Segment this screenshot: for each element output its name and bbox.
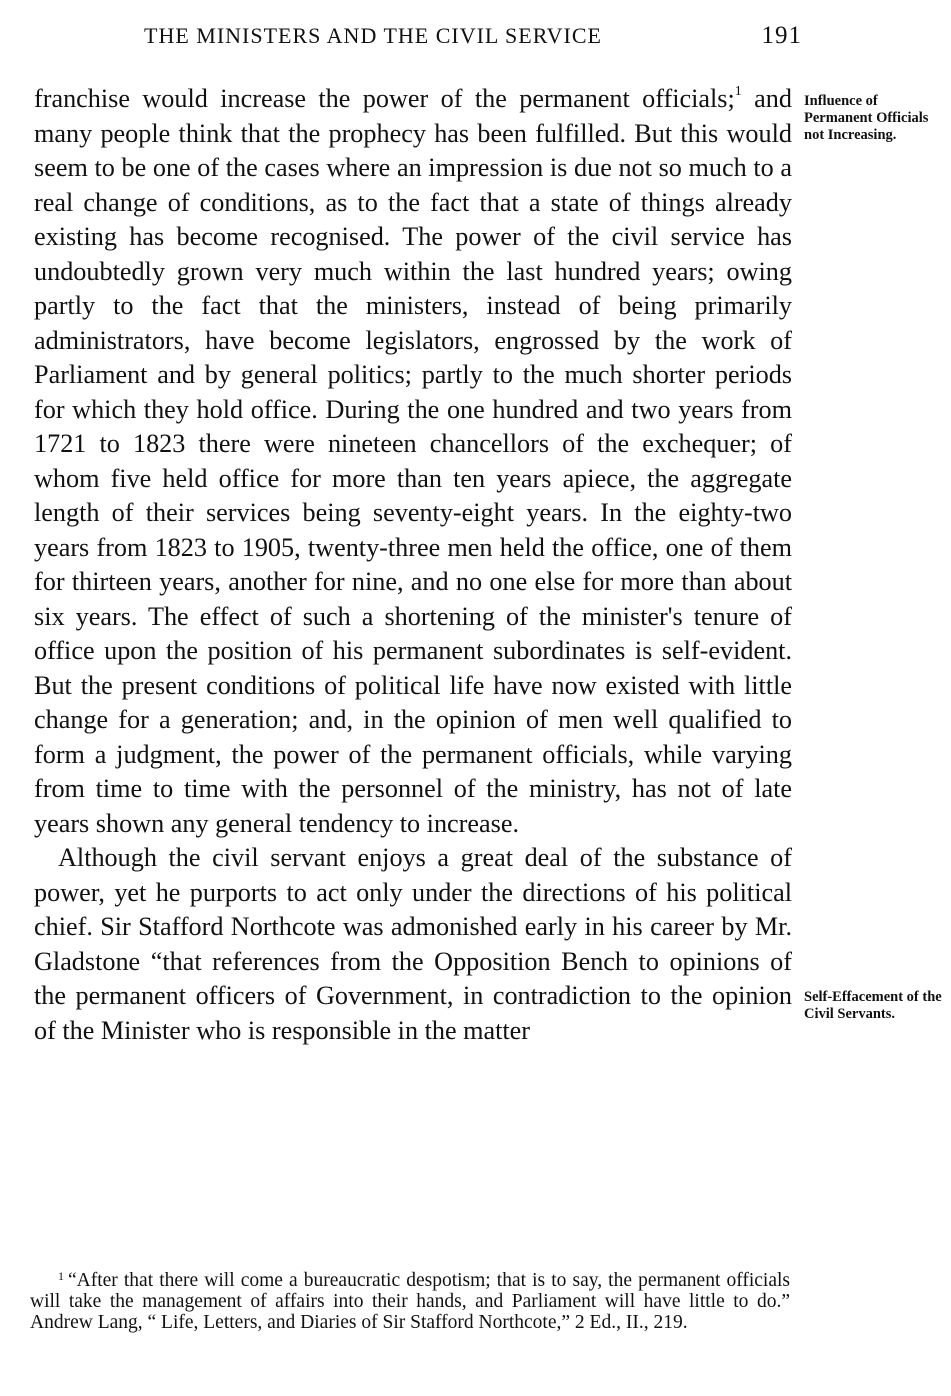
footnote-mark: 1 bbox=[58, 1269, 64, 1283]
side-note-influence: Influence of Permanent Officials not Increasing. bbox=[804, 93, 929, 143]
running-title: THE MINISTERS AND THE CIVIL SERVICE bbox=[144, 23, 602, 48]
footnote-text: “After that there will come a bureaucratic despotism; that is to say, the permanent officials will take the management of affairs into their hands, and Parliament will have little to do.” Andrew Lang, “ Life, Letters, and Diaries of Sir Stafford Northcote,” 2 Ed., II., 219. bbox=[30, 1270, 790, 1333]
page-number: 191 bbox=[761, 22, 802, 49]
footnote-ref: 1 bbox=[734, 84, 742, 99]
body-text bbox=[34, 82, 792, 1048]
side-note-self-effacement: Self-Effacement of the Civil Servants. bbox=[804, 989, 942, 1022]
paragraph-2: Although the civil servant enjoys a great deal of the substance of power, yet he purports to act only under the directions of his political chief. Sir Stafford Northcote was admonished early in his career by Mr. Gladstone “that references from the Opposition Bench to opinions of the permanent officers of Government, in contradiction to the opinion of the Minister who is responsible in the matter bbox=[34, 843, 792, 1045]
paragraph-1-after-note: and many people think that the prophecy has been fulfilled. But this would seem to be one of the cases where an impression is due not so much to a real change of conditions, as to the fact that a state of things already existing has become recognised. The power of the civil service has undoubtedly grown very much within the last hundred years; owing partly to the fact that the ministers, instead of being primarily administrators, have become legislators, engrossed by the work of Parliament and by general politics; partly to the much shorter periods for which they hold office. During the one hundred and two years from 1721 to 1823 there were nineteen chancellors of the exchequer; of whom five held office for more than ten years apiece, the aggregate length of their services being seventy-eight years. In the eighty-two years from 1823 to 1905, twenty-three men held the office, one of them for thirteen years, another for nine, and no one else for more than about six years. The effect of such a shortening of the minister's tenure of office upon the position of his permanent subordinates is self-evident. But the present conditions of political life have now existed with little change for a generation; and, in the opinion of men well qualified to form a judgment, the power of the permanent officials, while varying from time to time with the personnel of the ministry, has not of late years shown any general tendency to increase. bbox=[34, 84, 792, 838]
paragraph-1 bbox=[34, 82, 792, 841]
running-header bbox=[130, 16, 802, 56]
footnote bbox=[30, 1266, 790, 1333]
paragraph-1-before-note: franchise would increase the power of the permanent officials; bbox=[34, 84, 735, 113]
